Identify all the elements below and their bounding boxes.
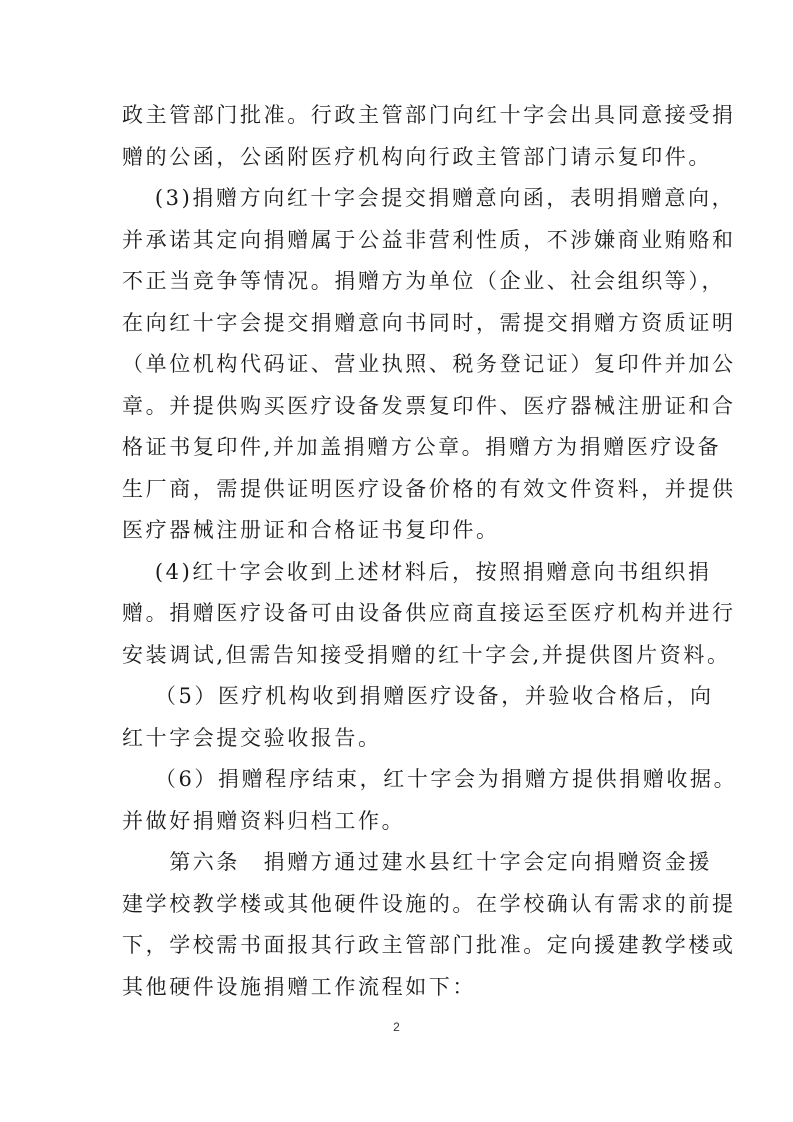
body-text-line: 并做好捐赠资料归档工作。 [122,809,406,833]
body-text-line: 格证书复印件,并加盖捐赠方公章。捐赠方为捐赠医疗设备 [122,435,722,459]
body-text-line: 在向红十字会提交捐赠意向书同时，需提交捐赠方资质证明 [122,311,736,335]
body-text-line: 第六条 捐赠方通过建水县红十字会定向捐赠资金援 [122,850,712,874]
body-text-line: 下，学校需书面报其行政主管部门批准。定向援建教学楼或 [122,933,736,957]
body-text-line: 章。并提供购买医疗设备发票复印件、医疗器械注册证和合 [122,394,736,418]
body-text-line: 建学校教学楼或其他硬件设施的。在学校确认有需求的前提 [122,892,736,916]
body-text-line: 安装调试,但需告知接受捐赠的红十字会,并提供图片资料。 [122,643,731,667]
body-text-line: （单位机构代码证、营业执照、税务登记证）复印件并加公 [122,352,736,376]
body-text-line: （6）捐赠程序结束，红十字会为捐赠方提供捐赠收据。 [122,767,738,791]
body-text-line: 生厂商，需提供证明医疗设备价格的有效文件资料，并提供 [122,477,736,501]
body-text-line: 赠的公函，公函附医疗机构向行政主管部门请示复印件。 [122,145,712,169]
body-text-line: 医疗器械注册证和合格证书复印件。 [122,518,500,542]
body-text-line: 不正当竞争等情况。捐赠方为单位（企业、社会组织等）， [122,269,726,293]
body-text-line: (4)红十字会收到上述材料后，按照捐赠意向书组织捐 [122,560,712,584]
body-text-line: （5）医疗机构收到捐赠医疗设备，并验收合格后，向 [122,684,714,708]
body-text-line: 赠。捐赠医疗设备可由设备供应商直接运至医疗机构并进行 [122,601,736,625]
body-text-line: 政主管部门批准。行政主管部门向红十字会出具同意接受捐 [122,103,736,127]
body-text-line: 红十字会提交验收报告。 [122,726,382,750]
page-number: 2 [393,1020,400,1034]
body-text-line: 其他硬件设施捐赠工作流程如下： [122,975,476,999]
body-text-line: (3)捐赠方向红十字会提交捐赠意向函，表明捐赠意向， [122,186,736,210]
body-text-line: 并承诺其定向捐赠属于公益非营利性质，不涉嫌商业贿赂和 [122,228,736,252]
